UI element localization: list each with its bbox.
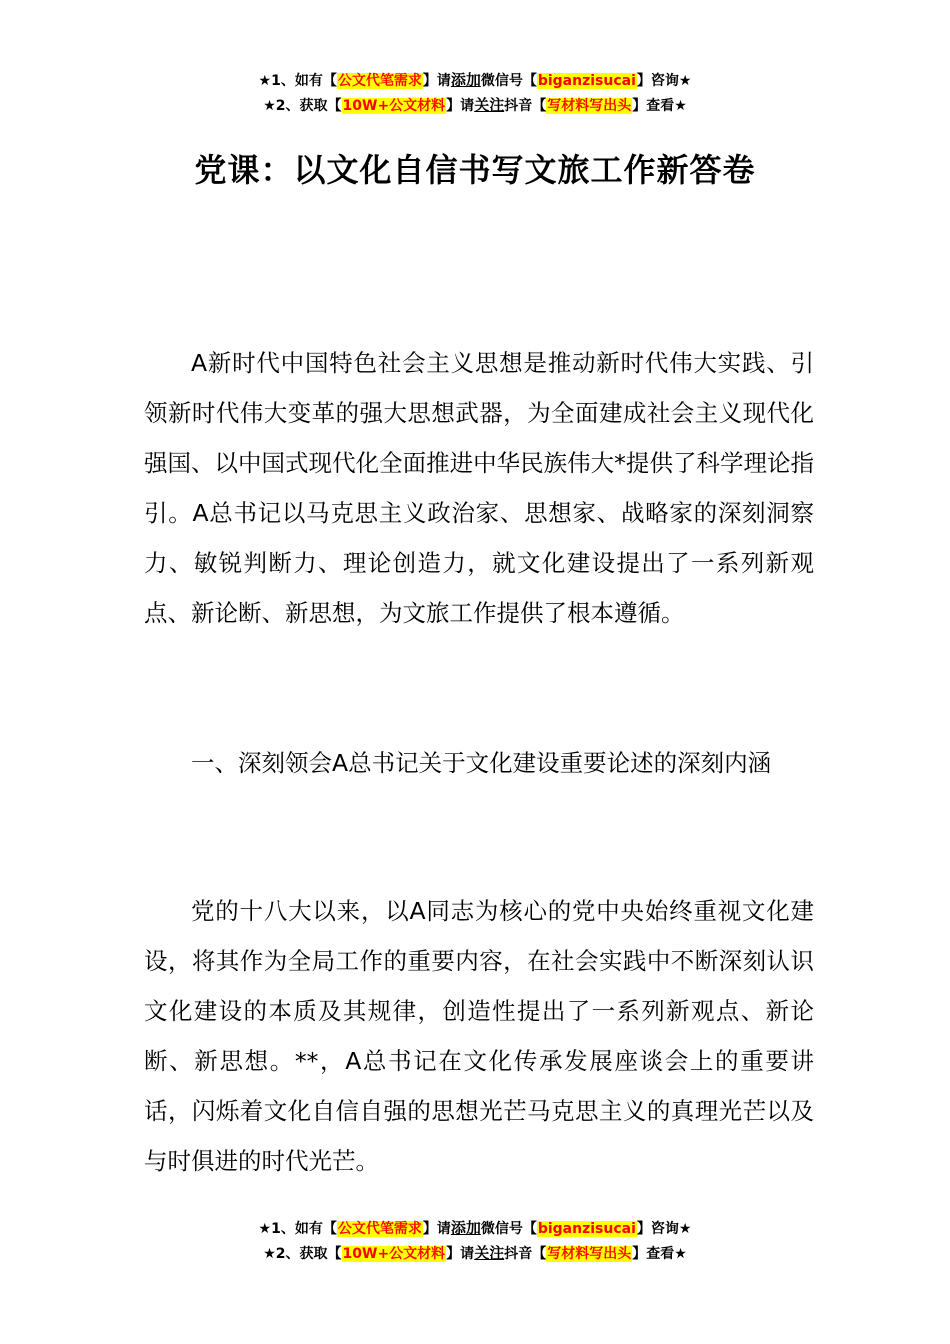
promo-highlight: 公文代笔需求 xyxy=(337,73,422,89)
promo-highlight: 10W+公文材料 xyxy=(342,1246,446,1262)
promo-text: 】请 xyxy=(422,73,451,89)
paragraph-intro: A新时代中国特色社会主义思想是推动新时代伟大实践、引领新时代伟大变革的强大思想武器，为全面建成社会主义现代化强国、以中国式现代化全面推进中华民族伟大*提供了科学理论指引。A总书记以马克思主义政治家、思想家、战略家的深刻洞察力、敏锐判断力、理论创造力，就文化建设提出了一系列新观点、新论断、新思想，为文旅工作提供了根本遵循。 xyxy=(144,349,814,627)
promo-line-2 xyxy=(0,93,950,118)
promo-text: ★2、获取【 xyxy=(263,98,342,114)
promo-line-2 xyxy=(0,1241,950,1266)
promo-text: 微信号【 xyxy=(480,73,537,89)
promo-underline: 关注 xyxy=(474,96,505,114)
document-title: 党课：以文化自信书写文旅工作新答卷 xyxy=(194,151,756,189)
promo-highlight: 10W+公文材料 xyxy=(342,98,446,114)
paragraph-section-1: 党的十八大以来，以A同志为核心的党中央始终重视文化建设，将其作为全局工作的重要内容，在社会实践中不断深刻认识文化建设的本质及其规律，创造性提出了一系列新观点、新论断、新思想。**，A总书记在文化传承发展座谈会上的重要讲话，闪烁着文化自信自强的思想光芒马克思主义的真理光芒以及与时俱进的时代光芒。 xyxy=(144,897,814,1175)
promo-text: 】请 xyxy=(446,98,475,114)
promo-underline: 关注 xyxy=(474,1244,505,1262)
promo-text: 抖音【 xyxy=(504,1246,547,1262)
promo-highlight: biganzisucai xyxy=(537,1221,636,1237)
promo-text: 微信号【 xyxy=(480,1221,537,1237)
promo-text: ★1、如有【 xyxy=(258,73,337,89)
header-promo xyxy=(0,68,950,118)
promo-text: 】查看★ xyxy=(632,98,687,114)
promo-text: 】咨询★ xyxy=(636,73,692,89)
promo-line-1 xyxy=(0,1216,950,1241)
promo-text: 】请 xyxy=(446,1246,475,1262)
footer-promo xyxy=(0,1216,950,1266)
promo-line-1 xyxy=(0,68,950,93)
promo-text: 】请 xyxy=(422,1221,451,1237)
section-heading-1: 一、深刻领会A总书记关于文化建设重要论述的深刻内涵 xyxy=(191,749,772,777)
promo-highlight: 写材料写出头 xyxy=(547,98,632,114)
promo-underline: 添加 xyxy=(450,71,481,89)
promo-highlight: 公文代笔需求 xyxy=(337,1221,422,1237)
promo-text: 抖音【 xyxy=(504,98,547,114)
promo-text: ★2、获取【 xyxy=(263,1246,342,1262)
promo-highlight: biganzisucai xyxy=(537,73,636,89)
promo-highlight: 写材料写出头 xyxy=(547,1246,632,1262)
promo-underline: 添加 xyxy=(450,1219,481,1237)
promo-text: 】查看★ xyxy=(632,1246,687,1262)
promo-text: ★1、如有【 xyxy=(258,1221,337,1237)
promo-text: 】咨询★ xyxy=(636,1221,692,1237)
